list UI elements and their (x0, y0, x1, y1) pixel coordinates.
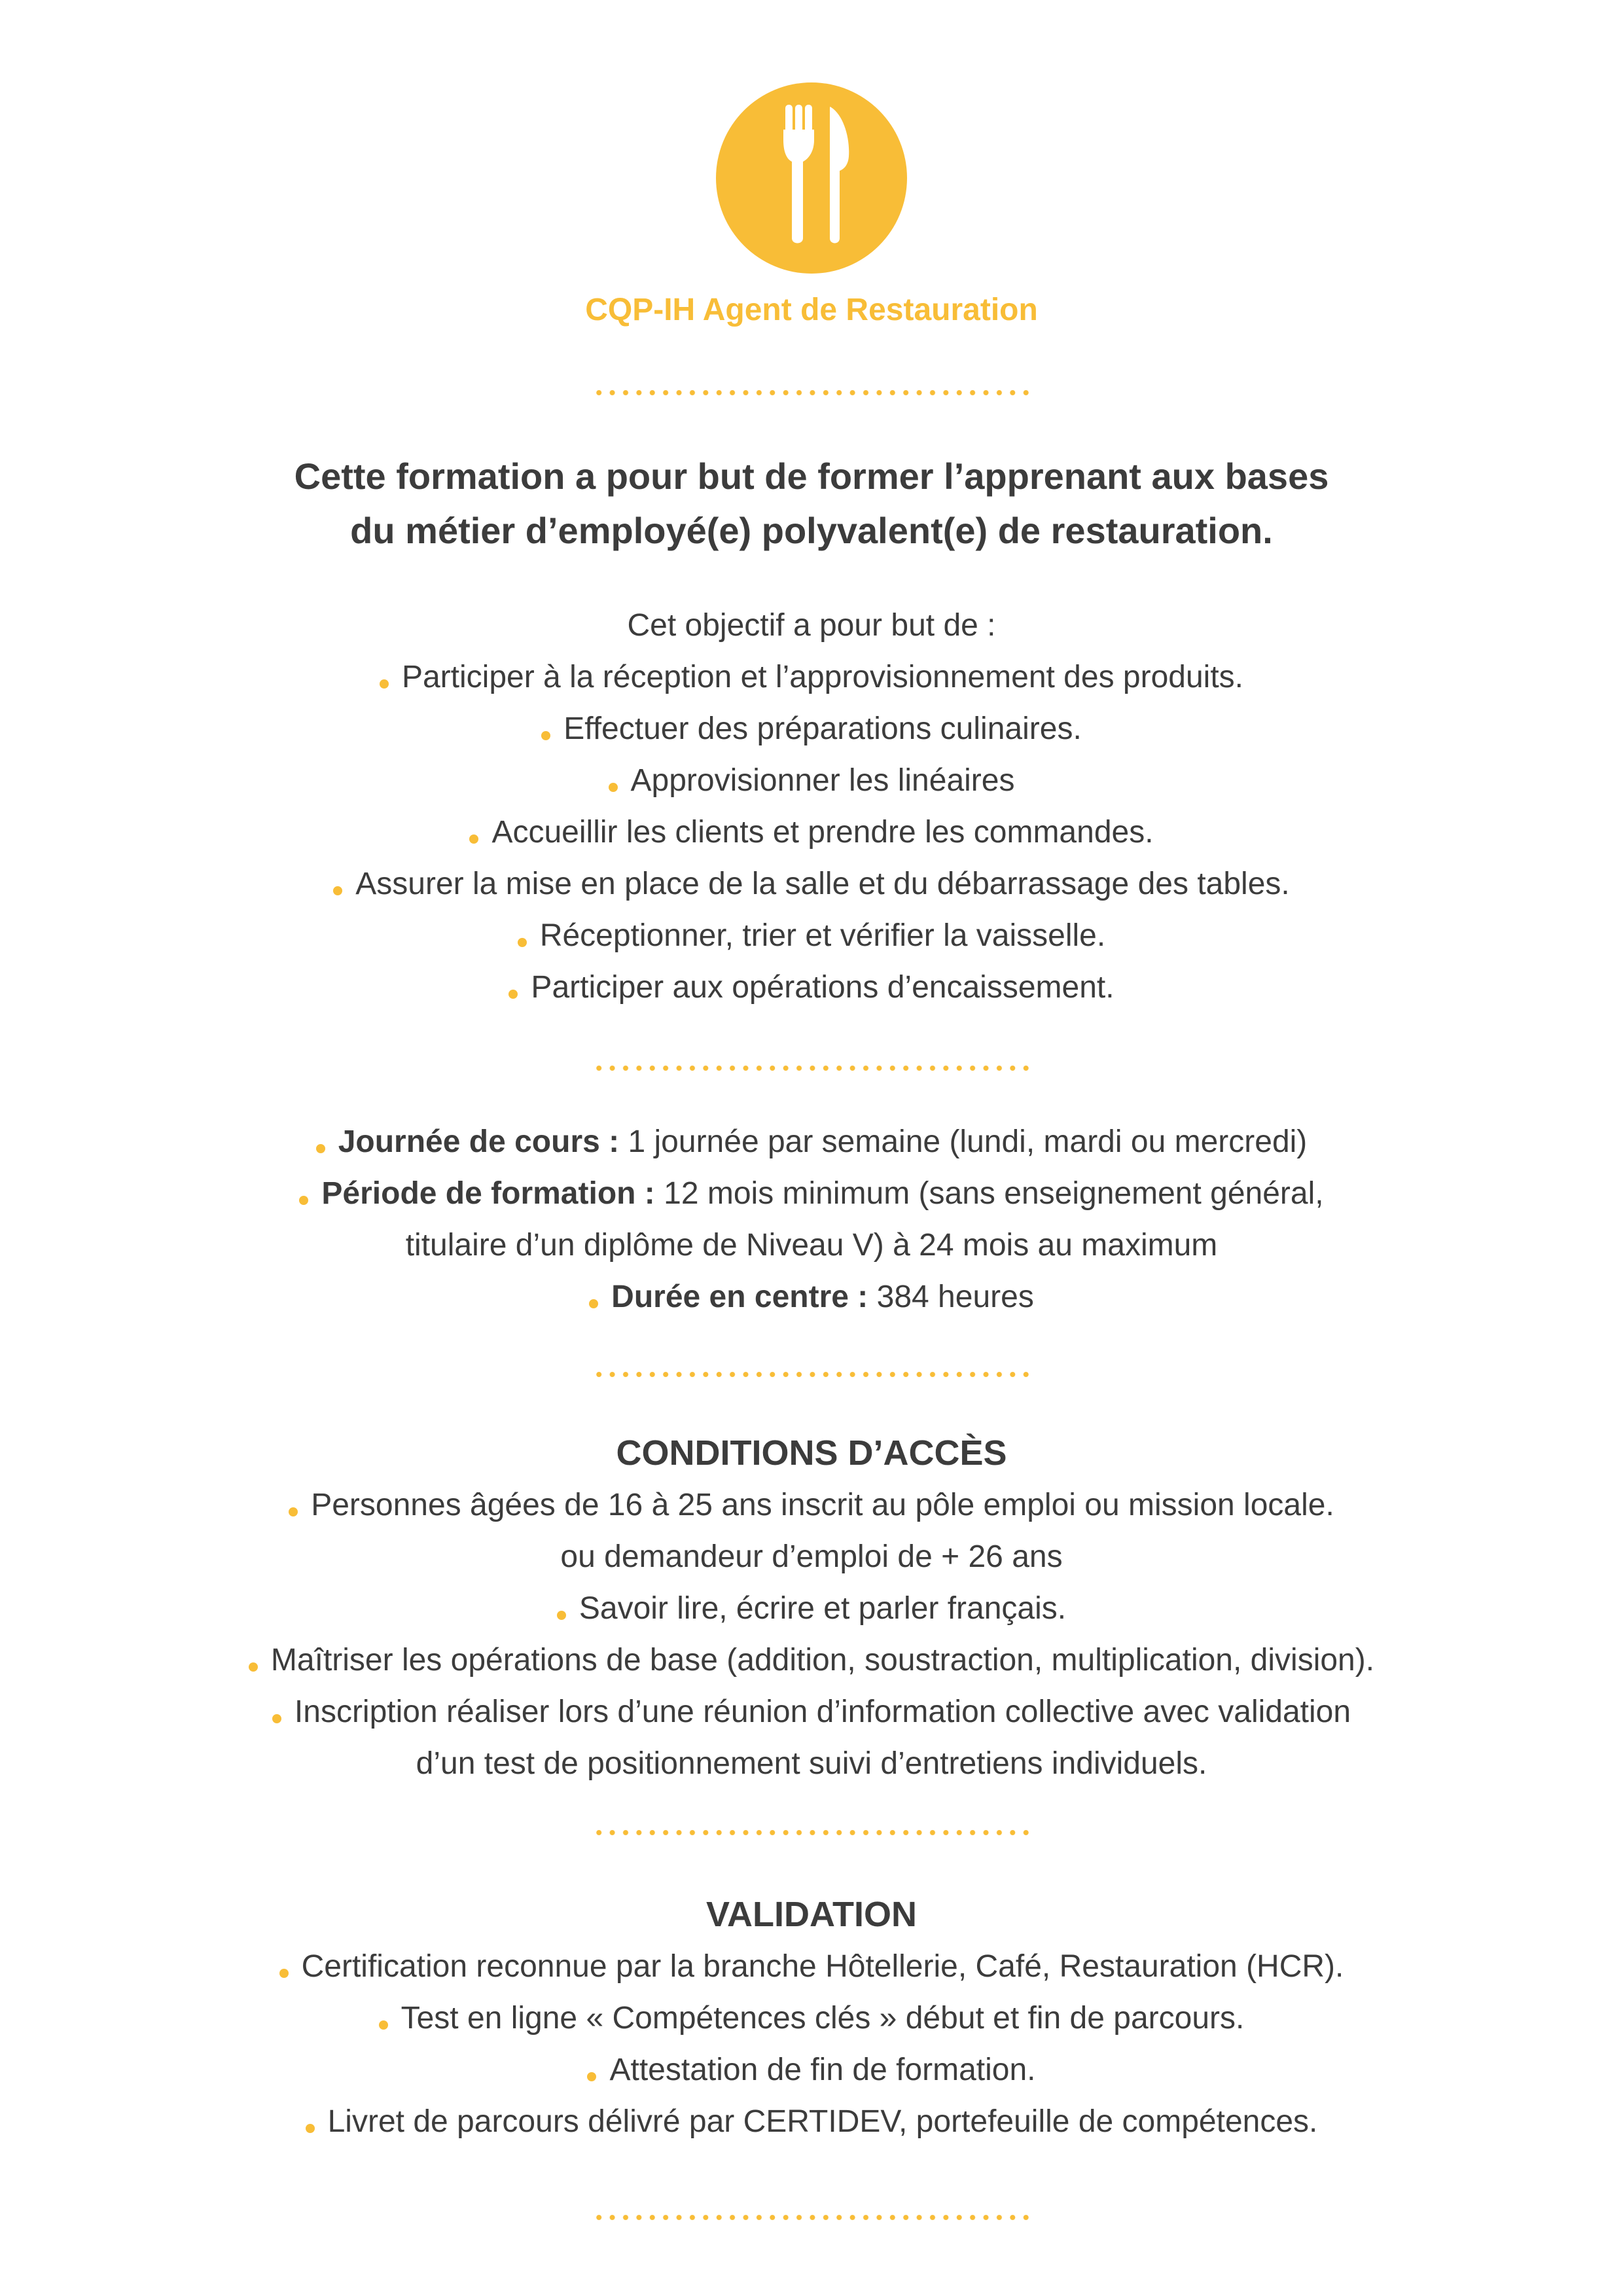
list-item (0, 1583, 1623, 1634)
bullet-dot (272, 1714, 281, 1723)
list-item (0, 651, 1623, 703)
list-item (0, 1992, 1623, 2044)
condition-continuation: ou demandeur d’emploi de + 26 ans (560, 1539, 1063, 1574)
logo-circle (716, 82, 907, 274)
objective-text: Approvisionner les linéaires (630, 763, 1015, 798)
list-item (0, 703, 1623, 755)
objective-text: Effectuer des préparations culinaires. (563, 711, 1082, 746)
lead-line: du métier d’employé(e) polyvalent(e) de restauration. (350, 510, 1273, 551)
lead-line: Cette formation a pour but de former l’apprenant aux bases (294, 456, 1329, 497)
bullet-dot (589, 1299, 598, 1308)
dotted-divider (592, 390, 1031, 395)
dotted-divider (592, 1830, 1031, 1835)
section-heading: CONDITIONS D’ACCÈS (616, 1433, 1007, 1473)
bullet-dot (557, 1611, 566, 1620)
objectives-list (0, 651, 1623, 1013)
detail-training-period (0, 1168, 1623, 1219)
detail-label: Durée en centre : (611, 1280, 868, 1314)
objective-text: Accueillir les clients et prendre les commandes. (491, 815, 1154, 850)
condition-continuation: d’un test de positionnement suivi d’entretiens individuels. (416, 1746, 1207, 1781)
objective-text: Participer aux opérations d’encaissement. (531, 970, 1115, 1005)
detail-continuation: titulaire d’un diplôme de Niveau V) à 24 mois au maximum (405, 1228, 1218, 1263)
bullet-dot (299, 1196, 308, 1205)
list-item (0, 1686, 1623, 1738)
section-heading: VALIDATION (706, 1895, 917, 1934)
list-item (0, 961, 1623, 1013)
bullet-dot (333, 886, 342, 895)
bullet-dot (279, 1969, 289, 1978)
dotted-divider (592, 2215, 1031, 2220)
list-item (0, 910, 1623, 961)
objective-text: Assurer la mise en place de la salle et du débarrassage des tables. (355, 867, 1290, 901)
bullet-dot (249, 1662, 258, 1672)
list-item (0, 858, 1623, 910)
objective-text: Réceptionner, trier et vérifier la vaisselle. (539, 918, 1106, 953)
detail-label: Période de formation : (321, 1176, 655, 1211)
fork-knife-icon (716, 82, 907, 274)
list-item (0, 2044, 1623, 2096)
validation-text: Attestation de fin de formation. (609, 2053, 1036, 2087)
list-item (0, 806, 1623, 858)
objectives-intro: Cet objectif a pour but de : (627, 608, 996, 643)
bullet-dot (306, 2124, 315, 2133)
dotted-divider (592, 1372, 1031, 1377)
list-item (0, 2096, 1623, 2147)
bullet-dot (379, 2020, 388, 2030)
objective-text: Participer à la réception et l’approvisionnement des produits. (401, 660, 1244, 694)
condition-text: Savoir lire, écrire et parler français. (579, 1591, 1067, 1626)
bullet-dot (316, 1144, 325, 1153)
validation-text: Test en ligne « Compétences clés » début et fin de parcours. (401, 2001, 1245, 2036)
lead-statement (0, 449, 1623, 558)
bullet-dot (380, 679, 389, 689)
detail-value: 1 journée par semaine (lundi, mardi ou mercredi) (619, 1124, 1308, 1159)
bullet-dot (518, 938, 527, 947)
detail-center-duration (0, 1271, 1623, 1323)
bullet-dot (469, 834, 478, 844)
list-item (0, 1479, 1623, 1531)
condition-text: Inscription réaliser lors d’une réunion d’information collective avec validation (294, 1695, 1351, 1729)
list-item (0, 1941, 1623, 1992)
bullet-dot (609, 783, 618, 792)
detail-course-day (0, 1116, 1623, 1168)
bullet-dot (289, 1507, 298, 1516)
validation-section (0, 1888, 1623, 2147)
bullet-dot (508, 990, 518, 999)
bullet-dot (587, 2072, 596, 2081)
condition-text: Personnes âgées de 16 à 25 ans inscrit au pôle emploi ou mission locale. (311, 1488, 1334, 1522)
list-item (0, 1634, 1623, 1686)
validation-text: Certification reconnue par la branche Hôtellerie, Café, Restauration (HCR). (301, 1949, 1344, 1984)
bullet-dot (541, 731, 550, 740)
training-details (0, 1116, 1623, 1323)
detail-value: 12 mois minimum (sans enseignement général, (654, 1176, 1324, 1211)
detail-label: Journée de cours : (338, 1124, 620, 1159)
list-item (0, 755, 1623, 806)
dotted-divider (592, 1066, 1031, 1071)
detail-value: 384 heures (868, 1280, 1034, 1314)
page-title: CQP-IH Agent de Restauration (585, 293, 1038, 327)
condition-text: Maîtriser les opérations de base (addition, soustraction, multiplication, division). (270, 1643, 1375, 1677)
validation-text: Livret de parcours délivré par CERTIDEV, portefeuille de compétences. (327, 2104, 1318, 2139)
access-conditions-section (0, 1427, 1623, 1789)
